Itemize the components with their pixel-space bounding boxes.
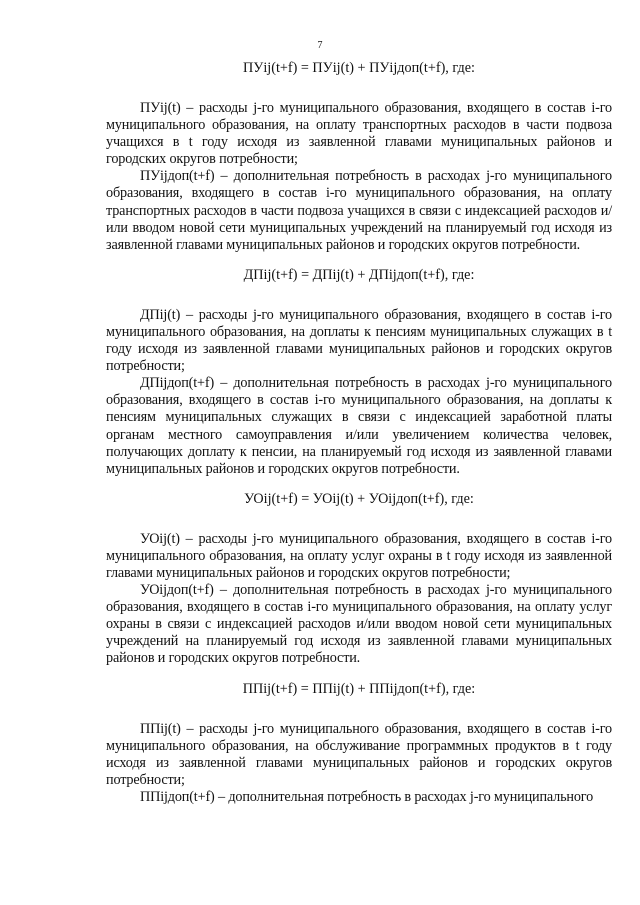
formula-block-pension [106, 265, 612, 478]
formula-software: ППij(t+f) = ППij(t) + ППijдоп(t+f), где: [242, 680, 476, 697]
definition-paragraph: ДПijдоп(t+f) – дополнительная потребность в расходах j-го муниципального образования, входящего в состав i-го муниципального образования, на доплаты к пенсиям муниципальных служащих в связи с индексацией заработной платы органам местного самоуправления и/или увеличением количества человек, получающих доплату к пенсии, на планируемый год исходя из заявленной главами муниципальных районов и городских округов потребности. [106, 375, 612, 477]
formula-block-software [106, 679, 612, 806]
definition-paragraph: ППij(t) – расходы j-го муниципального образования, входящего в состав i-го муниципального образования, на обслуживание программных продуктов в t году исходя из заявленной главами муниципальных районов и городских округов потребности; [106, 720, 612, 788]
definition-paragraph: ППijдоп(t+f) – дополнительная потребность в расходах j-го муниципального [140, 788, 594, 805]
formula-security: УОij(t+f) = УОij(t) + УОijдоп(t+f), где: [244, 490, 474, 507]
formula-block-security [106, 489, 612, 668]
formula-pension: ДПij(t+f) = ДПij(t) + ДПijдоп(t+f), где: [243, 266, 475, 283]
formula-block-transport [106, 58, 612, 254]
definition-paragraph: ПУij(t) – расходы j-го муниципального образования, входящего в состав i-го муниципального образования, на оплату транспортных расходов в части подвоза учащихся в t году исходя из заявленной главами муниципальных районов и городских округов потребности; [106, 100, 612, 168]
definition-paragraph: УОij(t) – расходы j-го муниципального образования, входящего в состав i-го муниципального образования, на оплату услуг охраны в t году исходя из заявленной главами муниципальных районов и городских округов потребности; [106, 530, 612, 581]
formula-transport: ПУij(t+f) = ПУij(t) + ПУijдоп(t+f), где: [243, 60, 475, 76]
definition-paragraph: ПУijдоп(t+f) – дополнительная потребность в расходах j-го муниципального образования, входящего в состав i-го муниципального образования, на оплату транспортных расходов в части подвоза учащихся в связи с индексацией расходов и/или вводом новой сети муниципальных учреждений на планируемый год исходя из заявленной главами муниципальных районов и городских округов потребности. [106, 168, 612, 253]
page-content [106, 58, 612, 806]
page-number: 7 [317, 40, 323, 51]
definition-paragraph: ДПij(t) – расходы j-го муниципального образования, входящего в состав i-го муниципального образования, на доплаты к пенсиям муниципальных служащих в t году исходя из заявленной главами муниципальных районов и городских округов потребности; [106, 306, 612, 375]
definition-paragraph: УОijдоп(t+f) – дополнительная потребность в расходах j-го муниципального образования, входящего в состав i-го муниципального образования, на оплату услуг охраны в связи с индексацией расходов и/или вводом новой сети муниципальных учреждений на планируемый год исходя из заявленной главами муниципальных районов и городских округов потребности. [106, 582, 612, 667]
